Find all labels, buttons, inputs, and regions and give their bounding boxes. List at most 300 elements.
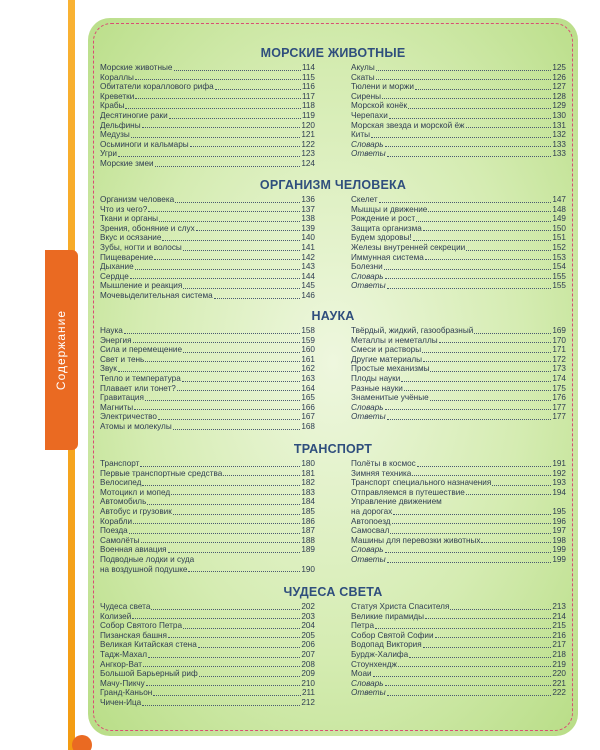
- dot-leader: [135, 79, 301, 80]
- entry-title: Бурдж-Халифа: [351, 649, 409, 659]
- toc-entry[interactable]: [351, 526, 566, 536]
- toc-entry[interactable]: [100, 536, 315, 546]
- entry-title: Великие пирамиды: [351, 611, 425, 621]
- page-number: 133: [552, 149, 566, 159]
- toc-entry[interactable]: [351, 224, 566, 234]
- entry-title: на воздушной подушке: [100, 564, 188, 574]
- toc-entry[interactable]: [100, 640, 315, 650]
- section-title: МОРСКИЕ ЖИВОТНЫЕ: [260, 46, 406, 60]
- dot-leader: [385, 552, 552, 553]
- toc-entry[interactable]: [100, 669, 315, 679]
- toc-entry[interactable]: [351, 660, 566, 670]
- page-number: 195: [552, 506, 566, 516]
- entry-title: Организм человека: [100, 195, 175, 204]
- page-number: 158: [301, 326, 315, 335]
- page-number: 184: [301, 497, 315, 507]
- page-number: 173: [552, 364, 566, 374]
- toc-entry[interactable]: [100, 469, 315, 479]
- entry-title: Будем здоровы!: [351, 233, 412, 243]
- entry-title: Военная авиация: [100, 545, 167, 555]
- toc-entry[interactable]: [100, 621, 315, 631]
- entry-title: Железы внутренней секреции: [351, 242, 466, 252]
- page-number: 126: [552, 72, 566, 82]
- toc-entry[interactable]: [351, 345, 566, 355]
- dot-leader: [182, 381, 301, 382]
- page-number: 182: [301, 478, 315, 488]
- toc-entry[interactable]: [100, 73, 315, 83]
- toc-entry[interactable]: [100, 291, 315, 301]
- dot-leader: [142, 127, 301, 128]
- toc-entry[interactable]: [100, 214, 315, 224]
- entry-title: Великая Китайская стена: [100, 640, 197, 650]
- page-number: 162: [301, 364, 315, 374]
- toc-entry[interactable]: [351, 640, 566, 650]
- entry-title: Мотоцикл и мопед: [100, 487, 171, 497]
- page-number: 203: [301, 611, 315, 621]
- toc-entry[interactable]: [351, 149, 566, 159]
- entry-title: Плавает или тонет?: [100, 383, 176, 393]
- dot-leader: [173, 429, 301, 430]
- page-number: 199: [552, 554, 566, 564]
- toc-entry[interactable]: [351, 195, 566, 205]
- toc-entry[interactable]: [100, 326, 315, 336]
- entry-title: Автобус и грузовик: [100, 506, 172, 516]
- dot-leader: [409, 657, 551, 658]
- toc-entry[interactable]: [351, 631, 566, 641]
- dot-leader: [135, 269, 301, 270]
- page-number: 177: [552, 412, 566, 422]
- page-number: 114: [301, 63, 315, 72]
- toc-entry[interactable]: [100, 679, 315, 689]
- page-number: 165: [301, 393, 315, 403]
- entry-title: Гранд-Каньон: [100, 688, 153, 698]
- entry-title: Мочевыделительная система: [100, 290, 213, 300]
- entry-title: Киты: [351, 130, 370, 140]
- dot-leader: [159, 221, 300, 222]
- toc-section: [100, 177, 566, 301]
- section-title: ЧУДЕСА СВЕТА: [283, 585, 383, 599]
- section-tab-label: Содержание: [54, 309, 69, 391]
- page-number: 115: [301, 72, 315, 82]
- dot-leader: [153, 695, 301, 696]
- toc-entry[interactable]: [351, 403, 566, 413]
- dot-leader: [408, 108, 551, 109]
- entry-title: Мачу-Пикчу: [100, 678, 145, 688]
- page-number: 155: [552, 281, 566, 291]
- toc-entry[interactable]: [351, 621, 566, 631]
- toc-entry[interactable]: [100, 631, 315, 641]
- toc-column-right: [351, 459, 566, 574]
- entry-title: Кораллы: [100, 72, 134, 82]
- entry-title: Черепахи: [351, 110, 388, 120]
- page-number: 130: [552, 110, 566, 120]
- toc-entry[interactable]: [351, 140, 566, 150]
- toc-entry[interactable]: [100, 205, 315, 215]
- toc-entry[interactable]: [351, 63, 566, 73]
- dot-leader: [425, 618, 551, 619]
- page-number: 215: [552, 621, 566, 631]
- page-number: 144: [301, 271, 315, 281]
- page-number: 192: [552, 468, 566, 478]
- dot-leader: [198, 647, 301, 648]
- toc-entry[interactable]: [100, 602, 315, 612]
- toc-entry[interactable]: [100, 262, 315, 272]
- toc-entry[interactable]: [100, 555, 315, 565]
- entry-title: Ангкор-Ват: [100, 659, 143, 669]
- toc-entry[interactable]: [351, 536, 566, 546]
- toc-entry[interactable]: [351, 384, 566, 394]
- entry-title: Полёты в космос: [351, 459, 416, 468]
- toc-entry[interactable]: [351, 214, 566, 224]
- toc-entry[interactable]: [351, 469, 566, 479]
- toc-entry[interactable]: [100, 374, 315, 384]
- toc-entry[interactable]: [351, 650, 566, 660]
- toc-entry[interactable]: [100, 412, 315, 422]
- page-number: 221: [552, 678, 566, 688]
- page-number: 149: [552, 214, 566, 224]
- page-number: 117: [301, 91, 315, 101]
- entry-title: Электричество: [100, 412, 157, 422]
- dot-leader: [387, 419, 552, 420]
- entry-title: Крабы: [100, 101, 125, 111]
- page-number: 137: [301, 204, 315, 214]
- dot-leader: [435, 637, 552, 638]
- page-number: 193: [552, 478, 566, 488]
- entry-title: Велосипед: [100, 478, 142, 488]
- toc-entry[interactable]: [351, 488, 566, 498]
- toc-entry[interactable]: [100, 507, 315, 517]
- page-number: 214: [552, 611, 566, 621]
- page-number: 133: [552, 139, 566, 149]
- dot-leader: [133, 523, 300, 524]
- page-number: 127: [552, 82, 566, 92]
- toc-entry[interactable]: [100, 650, 315, 660]
- entry-title: Ответы: [351, 554, 386, 564]
- page-number: 186: [301, 516, 315, 526]
- toc-entry[interactable]: [100, 612, 315, 622]
- toc-entry[interactable]: [351, 336, 566, 346]
- page-number: 166: [301, 402, 315, 412]
- page-number: 120: [301, 120, 315, 130]
- entry-title: Ткани и органы: [100, 214, 159, 224]
- toc-section: [100, 441, 566, 574]
- dot-leader: [171, 494, 300, 495]
- dot-leader: [175, 202, 300, 203]
- dot-leader: [393, 514, 551, 515]
- page-number: 148: [552, 204, 566, 214]
- entry-title: Звук: [100, 364, 117, 374]
- page-number: 154: [552, 262, 566, 272]
- page-number: 125: [552, 63, 566, 72]
- toc-entry[interactable]: [351, 364, 566, 374]
- page-number: 121: [301, 130, 315, 140]
- page-number: 129: [552, 101, 566, 111]
- entry-title: Дыхание: [100, 262, 134, 272]
- toc-entry[interactable]: [100, 101, 315, 111]
- dot-leader: [481, 542, 551, 543]
- toc-entry[interactable]: [351, 478, 566, 488]
- dot-leader: [133, 342, 301, 343]
- page-number: 211: [301, 688, 315, 698]
- toc-entry[interactable]: [351, 205, 566, 215]
- page-number: 116: [301, 82, 315, 92]
- dot-leader: [412, 475, 551, 476]
- page-number: 219: [552, 659, 566, 669]
- dot-leader: [466, 494, 552, 495]
- toc-entry[interactable]: [351, 355, 566, 365]
- entry-title: Свет и тень: [100, 354, 145, 364]
- page-number: 197: [552, 526, 566, 536]
- dot-leader: [168, 552, 301, 553]
- toc-entry[interactable]: [100, 224, 315, 234]
- toc-entry[interactable]: [100, 384, 315, 394]
- toc-entry[interactable]: [351, 602, 566, 612]
- entry-title: Атомы и молекулы: [100, 421, 172, 431]
- toc-entry[interactable]: [351, 111, 566, 121]
- toc-entry[interactable]: [100, 488, 315, 498]
- page-number: 171: [552, 345, 566, 355]
- toc-entry[interactable]: [351, 507, 566, 517]
- page-number: 152: [552, 242, 566, 252]
- toc-entry[interactable]: [351, 545, 566, 555]
- dot-leader: [422, 352, 551, 353]
- toc-entry[interactable]: [100, 243, 315, 253]
- toc-entry[interactable]: [351, 253, 566, 263]
- toc-entry[interactable]: [100, 459, 315, 469]
- entry-title: Простые механизмы: [351, 364, 430, 374]
- page-number: 209: [301, 669, 315, 679]
- dot-leader: [392, 523, 552, 524]
- page-number: 205: [301, 630, 315, 640]
- dot-leader: [151, 609, 300, 610]
- page-number: 216: [552, 630, 566, 640]
- page-number: 164: [301, 383, 315, 393]
- page-number: 138: [301, 214, 315, 224]
- toc-entry[interactable]: [100, 233, 315, 243]
- toc-entry[interactable]: [100, 355, 315, 365]
- entry-title: Смеси и растворы: [351, 345, 422, 355]
- entry-title: Тюлени и моржи: [351, 82, 414, 92]
- toc-entry[interactable]: [100, 545, 315, 555]
- dot-leader: [154, 259, 300, 260]
- toc-entry[interactable]: [351, 326, 566, 336]
- entry-title: Морской конёк: [351, 101, 408, 111]
- toc-entry[interactable]: [351, 412, 566, 422]
- toc-entry[interactable]: [100, 195, 315, 205]
- dot-leader: [430, 371, 551, 372]
- toc-entry[interactable]: [351, 555, 566, 565]
- toc-column-right: [351, 326, 566, 432]
- dot-leader: [385, 146, 552, 147]
- entry-title: Отправляемся в путешествие: [351, 487, 465, 497]
- entry-title: на дорогах: [351, 506, 393, 516]
- toc-entry[interactable]: [351, 92, 566, 102]
- toc-entry[interactable]: [100, 393, 315, 403]
- entry-title: Моаи: [351, 669, 372, 679]
- toc-entry[interactable]: [351, 679, 566, 689]
- page-number: 153: [552, 252, 566, 262]
- entry-title: Пищеварение: [100, 252, 154, 262]
- page-number: 150: [552, 223, 566, 233]
- page-number: 160: [301, 345, 315, 355]
- toc-entry[interactable]: [351, 130, 566, 140]
- dot-leader: [389, 118, 552, 119]
- page-number: 142: [301, 252, 315, 262]
- toc-entry[interactable]: [100, 403, 315, 413]
- entry-title: Чудеса света: [100, 602, 151, 611]
- page-number: 128: [552, 91, 566, 101]
- section-title: ОРГАНИЗМ ЧЕЛОВЕКА: [259, 178, 407, 192]
- dot-leader: [387, 562, 552, 563]
- toc-entry[interactable]: [100, 253, 315, 263]
- entry-title: Скаты: [351, 72, 375, 82]
- entry-title: Угри: [100, 149, 117, 159]
- dot-leader: [376, 70, 552, 71]
- toc-entry[interactable]: [351, 121, 566, 131]
- entry-title: Дельфины: [100, 120, 141, 130]
- toc-entry[interactable]: [351, 612, 566, 622]
- toc-entry[interactable]: [100, 82, 315, 92]
- toc-column-left: [100, 63, 315, 169]
- dot-leader: [169, 118, 301, 119]
- toc-entry[interactable]: [351, 517, 566, 527]
- entry-title: Энергия: [100, 335, 132, 345]
- entry-title: Акулы: [351, 63, 375, 72]
- dot-leader: [423, 361, 551, 362]
- page-number: 122: [301, 139, 315, 149]
- entry-title: Гравитация: [100, 393, 144, 403]
- toc-section: [100, 584, 566, 708]
- page-number: 217: [552, 640, 566, 650]
- toc-entry[interactable]: [100, 92, 315, 102]
- entry-title: Стоунхендж: [351, 659, 397, 669]
- page-number: 151: [552, 233, 566, 243]
- toc-entry[interactable]: [100, 364, 315, 374]
- dot-leader: [177, 390, 300, 391]
- toc-entry[interactable]: [100, 478, 315, 488]
- toc-entry[interactable]: [100, 698, 315, 708]
- entry-title: Разные науки: [351, 383, 403, 393]
- toc-entry[interactable]: [100, 565, 315, 575]
- dot-leader: [401, 381, 551, 382]
- toc-entry[interactable]: [351, 82, 566, 92]
- toc-entry[interactable]: [351, 243, 566, 253]
- toc-entry[interactable]: [351, 374, 566, 384]
- toc-entry[interactable]: [351, 233, 566, 243]
- entry-title: Большой Барьерный риф: [100, 669, 198, 679]
- entry-title: Водопад Виктория: [351, 640, 422, 650]
- toc-entry[interactable]: [351, 393, 566, 403]
- dot-leader: [142, 485, 300, 486]
- toc-entry[interactable]: [100, 140, 315, 150]
- entry-title: Морские змеи: [100, 158, 154, 168]
- toc-entry[interactable]: [100, 422, 315, 432]
- toc-entry[interactable]: [100, 336, 315, 346]
- dot-leader: [125, 108, 300, 109]
- page-number: 191: [552, 459, 566, 468]
- page-number: 146: [301, 290, 315, 300]
- page-number: 188: [301, 535, 315, 545]
- toc-entry[interactable]: [100, 121, 315, 131]
- entry-title: Управление движением: [351, 497, 442, 507]
- toc-entry[interactable]: [351, 262, 566, 272]
- toc-entry[interactable]: [100, 149, 315, 159]
- page-number: 210: [301, 678, 315, 688]
- page-number: 204: [301, 621, 315, 631]
- dot-leader: [132, 618, 300, 619]
- dot-leader: [148, 657, 300, 658]
- page-number: 159: [301, 335, 315, 345]
- toc-entry[interactable]: [351, 459, 566, 469]
- page-number: 124: [301, 158, 315, 168]
- toc-entry[interactable]: [100, 63, 315, 73]
- entry-title: Автомобиль: [100, 497, 147, 507]
- toc-entry[interactable]: [100, 281, 315, 291]
- entry-title: Магниты: [100, 402, 134, 412]
- entry-title: Самолёты: [100, 535, 140, 545]
- entry-title: Мышление и реакция: [100, 281, 183, 291]
- toc-section: [100, 45, 566, 169]
- dot-leader: [155, 166, 301, 167]
- toc-entry[interactable]: [100, 526, 315, 536]
- toc-entry[interactable]: [100, 497, 315, 507]
- toc-entry[interactable]: [100, 130, 315, 140]
- toc-entry[interactable]: [100, 111, 315, 121]
- entry-title: Словарь: [351, 402, 384, 412]
- dot-leader: [417, 466, 552, 467]
- page-number: 168: [301, 421, 315, 431]
- dot-leader: [141, 542, 301, 543]
- toc-entry[interactable]: [100, 517, 315, 527]
- entry-title: Тепло и температура: [100, 373, 181, 383]
- entry-title: Скелет: [351, 195, 378, 204]
- toc-entry[interactable]: [351, 73, 566, 83]
- toc-entry[interactable]: [351, 669, 566, 679]
- toc-entry[interactable]: [100, 688, 315, 698]
- toc-section: [100, 308, 566, 432]
- toc-entry[interactable]: [351, 101, 566, 111]
- entry-title: Креветки: [100, 91, 135, 101]
- entry-title: Мышцы и движение: [351, 204, 428, 214]
- entry-title: Словарь: [351, 271, 384, 281]
- entry-title: Сердце: [100, 271, 129, 281]
- dot-leader: [118, 371, 301, 372]
- entry-title: Словарь: [351, 678, 384, 688]
- dot-leader: [135, 98, 301, 99]
- toc-entry[interactable]: [100, 159, 315, 169]
- page-number: 132: [552, 130, 566, 140]
- toc-entry[interactable]: [351, 272, 566, 282]
- page-number: 163: [301, 373, 315, 383]
- page-number: 131: [552, 120, 566, 130]
- toc-entry[interactable]: [100, 345, 315, 355]
- toc-entry[interactable]: [351, 688, 566, 698]
- entry-title: Тадж-Махал: [100, 649, 147, 659]
- toc-entry[interactable]: [100, 272, 315, 282]
- entry-title: Вкус и осязание: [100, 233, 162, 243]
- page-number: 181: [301, 468, 315, 478]
- entry-title: Обитатели кораллового рифа: [100, 82, 214, 92]
- toc-entry[interactable]: [351, 281, 566, 291]
- page-number: 167: [301, 412, 315, 422]
- toc-entry[interactable]: [100, 660, 315, 670]
- page-number: 183: [301, 487, 315, 497]
- page-number: 155: [552, 271, 566, 281]
- page-number: 147: [552, 195, 566, 204]
- toc-entry[interactable]: [351, 497, 566, 507]
- dot-leader: [385, 685, 552, 686]
- dot-leader: [146, 685, 301, 686]
